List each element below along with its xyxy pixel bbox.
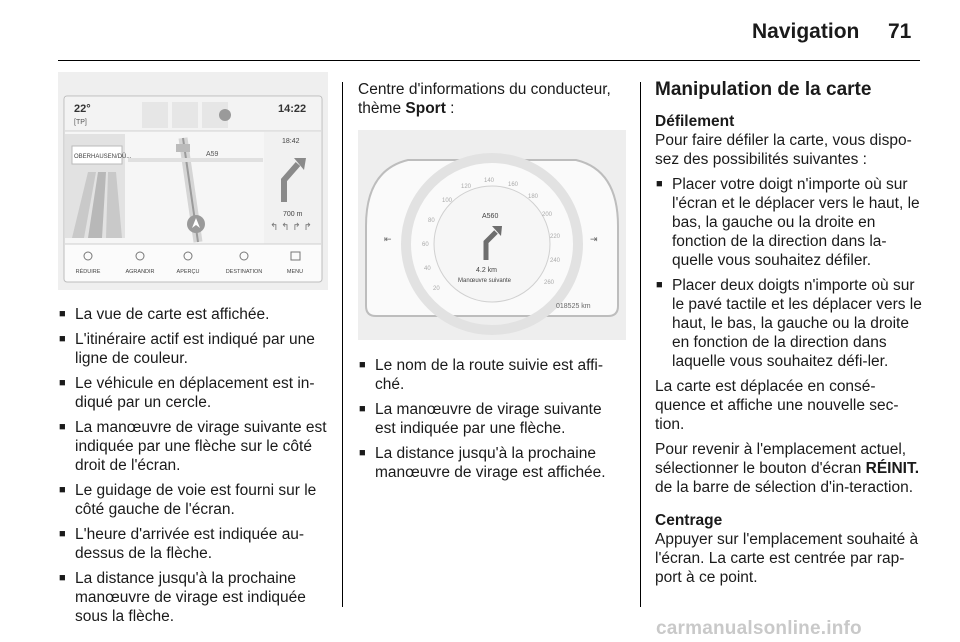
col3-bullet-list bbox=[655, 175, 923, 371]
svg-text:↰ ↰ ↱ ↱: ↰ ↰ ↱ ↱ bbox=[270, 222, 312, 233]
paragraph: Pour faire défiler la carte, vous dispo-sez des possibilités suivantes : bbox=[655, 132, 912, 168]
list-item: ■ Le véhicule en déplacement est in-diqué par un cercle. bbox=[58, 374, 328, 412]
list-item: ■ Le guidage de voie est fourni sur le côté gauche de l'écran. bbox=[58, 481, 328, 519]
section-heading: Manipulation de la carte bbox=[655, 79, 872, 100]
list-item: ■ La vue de carte est affichée. bbox=[58, 305, 328, 324]
menu-reduire: RÉDUIRE bbox=[75, 269, 101, 275]
list-item: ■ La distance jusqu'à la prochaine manœuvre de virage est indiquée sous la flèche. bbox=[58, 569, 328, 626]
paragraph: Pour revenir à l'emplacement actuel, sélectionner le bouton d'écran RÉINIT. de la barre de sélection d'in-teraction. bbox=[655, 441, 920, 496]
speed-60: 60 bbox=[422, 242, 429, 248]
screen-tp: [TP] bbox=[74, 119, 87, 126]
speed-180: 180 bbox=[528, 194, 539, 200]
list-item: ■ L'heure d'arrivée est indiquée au-dessus de la flèche. bbox=[58, 525, 328, 563]
subheading-defilement: Défilement bbox=[655, 113, 735, 130]
screen-distance: 700 m bbox=[283, 211, 303, 218]
speed-220: 220 bbox=[550, 234, 561, 240]
menu-menu: MENU bbox=[286, 269, 304, 275]
speed-40: 40 bbox=[424, 266, 431, 272]
list-item: ■ Le nom de la route suivie est affi-ché. bbox=[358, 356, 620, 394]
page-number: 71 bbox=[888, 20, 912, 43]
menu-agrandir: AGRANDIR bbox=[125, 269, 155, 275]
speed-20: 20 bbox=[433, 286, 440, 292]
screen-clock: 14:22 bbox=[278, 103, 307, 115]
col2-bullet-list bbox=[358, 356, 620, 482]
speed-120: 120 bbox=[461, 184, 472, 190]
list-item: ■ Placer votre doigt n'importe où sur l'écran et le déplacer vers le haut, le bas, la gauche ou la droite en fonction de la direction dans la-quelle vous souhaitez défiler. bbox=[655, 175, 923, 270]
column-2 bbox=[358, 80, 626, 488]
speed-140: 140 bbox=[484, 178, 495, 184]
list-item: ■ La manœuvre de virage suivante est indiquée par une flèche sur le côté droit de l'écran. bbox=[58, 418, 328, 475]
speed-100: 100 bbox=[442, 198, 453, 204]
cluster-label: Manœuvre suivante bbox=[458, 278, 512, 284]
cluster-figure bbox=[358, 130, 626, 340]
nav-screen-illustration bbox=[58, 72, 328, 290]
odometer: 018525 km bbox=[556, 303, 591, 310]
speed-200: 200 bbox=[542, 212, 553, 218]
watermark: carmanualsonline.info bbox=[656, 618, 862, 639]
col1-bullet-list bbox=[58, 305, 328, 626]
column-divider bbox=[640, 82, 641, 607]
paragraph: La carte est déplacée en consé-quence et affiche une nouvelle sec-tion. bbox=[655, 378, 899, 433]
page-title: Navigation bbox=[752, 20, 860, 43]
column-1 bbox=[58, 72, 328, 632]
speed-160: 160 bbox=[508, 182, 519, 188]
list-item: ■ L'itinéraire actif est indiqué par une ligne de couleur. bbox=[58, 330, 328, 368]
menu-apercu: APERÇU bbox=[176, 269, 200, 275]
instrument-cluster-illustration bbox=[358, 130, 626, 340]
nav-screen-figure bbox=[58, 72, 328, 290]
screen-eta: 18:42 bbox=[282, 138, 300, 145]
screen-badge-icon bbox=[219, 109, 231, 121]
header-rule bbox=[58, 60, 920, 61]
list-item: ■ La manœuvre de virage suivante est indiquée par une flèche. bbox=[358, 400, 620, 438]
speed-260: 260 bbox=[544, 280, 555, 286]
screen-place: OBERHAUSEN/DÜ... bbox=[74, 154, 132, 160]
cluster-road: A560 bbox=[482, 213, 499, 220]
cluster-intro: Centre d'informations du conducteur, thème Sport : bbox=[358, 81, 611, 117]
menu-destination: DESTINATION bbox=[225, 269, 263, 275]
column-3 bbox=[655, 76, 923, 593]
left-indicator-icon: ⇤ bbox=[384, 234, 392, 244]
subheading-centrage: Centrage bbox=[655, 512, 723, 529]
right-indicator-icon: ⇥ bbox=[590, 234, 598, 244]
paragraph: Appuyer sur l'emplacement souhaité à l'écran. La carte est centrée par rap-port à ce point. bbox=[655, 531, 919, 586]
page-header bbox=[0, 0, 960, 62]
screen-road: A59 bbox=[206, 151, 219, 158]
list-item: ■ La distance jusqu'à la prochaine manœuvre de virage est affichée. bbox=[358, 444, 620, 482]
screen-temp: 22° bbox=[74, 103, 91, 115]
speed-240: 240 bbox=[550, 258, 561, 264]
column-divider bbox=[342, 82, 343, 607]
list-item: ■ Placer deux doigts n'importe où sur le pavé tactile et les déplacer vers le haut, le bas, la gauche ou la droite en fonction de la direction dans laquelle vous souhaitez défi-ler. bbox=[655, 276, 923, 371]
cluster-distance: 4.2 km bbox=[476, 267, 498, 274]
speed-80: 80 bbox=[428, 218, 435, 224]
